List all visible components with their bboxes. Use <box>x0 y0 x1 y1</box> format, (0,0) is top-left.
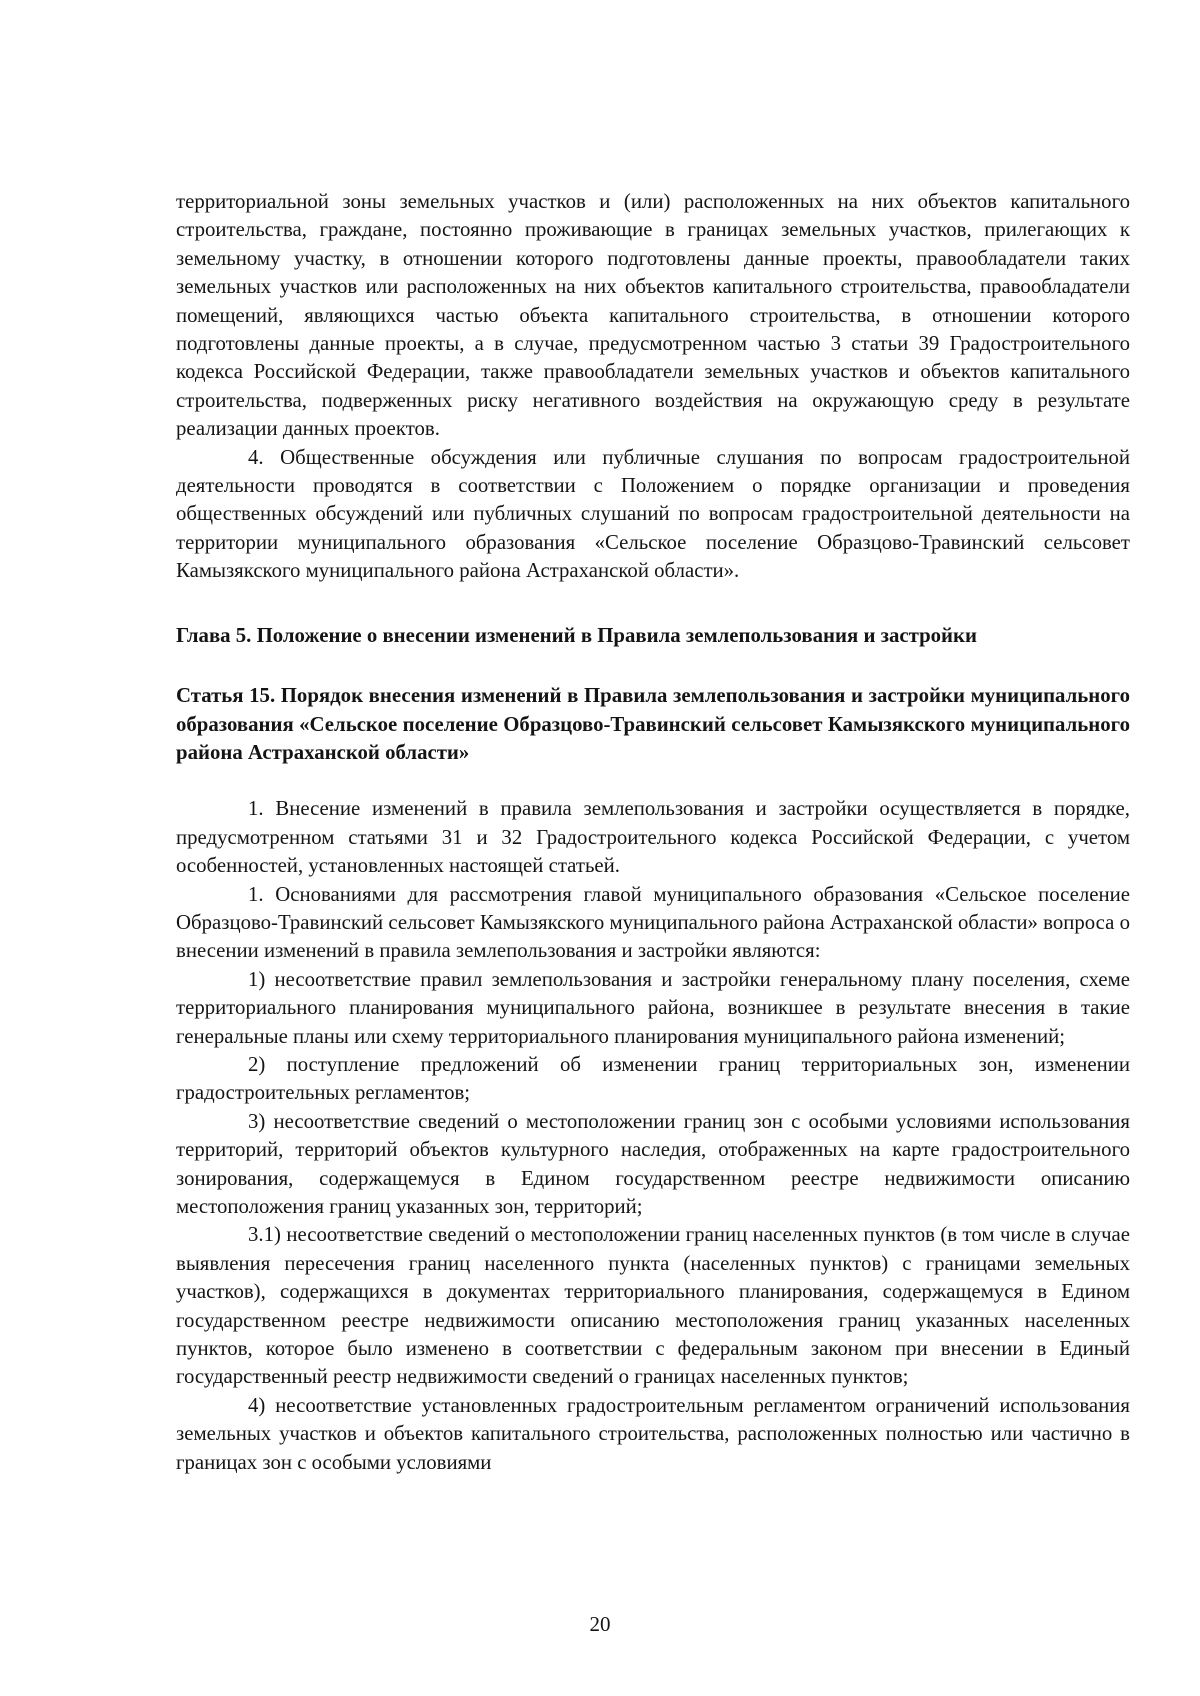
article-paragraph: 1. Основаниями для рассмотрения главой муниципального образования «Сельское поселение Образцово-Травинский сельсовет Камызякского муниципального района Астраханской области» вопроса о внесении изменений в правила землепользования и застройки являются: <box>176 882 1130 963</box>
list-item: 4) несоответствие установленных градостроительным регламентом ограничений использования земельных участков и объектов капитального строительства, расположенных полностью или частично в границах зон с особыми условиями <box>176 1393 1130 1474</box>
article-heading: Статья 15. Порядок внесения изменений в Правила землепользования и застройки муниципального образования «Сельское поселение Образцово-Травинский сельсовет Камызякского муниципального района Астраханской области» <box>176 684 1130 764</box>
page-body <box>176 188 1130 1477</box>
paragraph-public-hearings: 4. Общественные обсуждения или публичные слушания по вопросам градостроительной деятельности проводятся в соответствии с Положением о порядке организации и проведения общественных обсуждений или публичных слушаний по вопросам градостроительной деятельности на территории муниципального образования «Сельское поселение Образцово-Травинский сельсовет Камызякского муниципального района Астраханской области». <box>176 445 1130 583</box>
list-item: 2) поступление предложений об изменении границ территориальных зон, изменении градостроительных регламентов; <box>176 1052 1130 1105</box>
list-item: 3.1) несоответствие сведений о местоположении границ населенных пунктов (в том числе в случае выявления пересечения границ населенного пункта (населенных пунктов) с границами земельных участков), содержащихся в документах территориального планирования, содержащемуся в Едином государственном реестре недвижимости описанию местоположения границ указанных населенных пунктов, которое было изменено в соответствии с федеральным законом при внесении в Единый государственный реестр недвижимости сведений о границах населенных пунктов; <box>176 1223 1130 1389</box>
list-item: 1) несоответствие правил землепользования и застройки генеральному плану поселения, схеме территориального планирования муниципального района, возникшее в результате внесения в такие генеральные планы или схему территориального планирования муниципального района изменений; <box>176 967 1130 1048</box>
list-item: 3) несоответствие сведений о местоположении границ зон с особыми условиями использования территорий, территорий объектов культурного наследия, отображенных на карте градостроительного зонирования, содержащемуся в Едином государственном реестре недвижимости описанию местоположения границ указанных зон, территорий; <box>176 1109 1130 1218</box>
page-number: 20 <box>589 1612 611 1636</box>
chapter-heading: Глава 5. Положение о внесении изменений в Правила землепользования и застройки <box>176 623 978 647</box>
article-paragraph: 1. Внесение изменений в правила землепользования и застройки осуществляется в порядке, предусмотренном статьями 31 и 32 Градостроительного кодекса Российской Федерации, с учетом особенностей, установленных настоящей статьей. <box>176 797 1130 878</box>
paragraph-continuation: территориальной зоны земельных участков и (или) расположенных на них объектов капитального строительства, граждане, постоянно проживающие в границах земельных участков, прилегающих к земельному участку, в отношении которого подготовлены данные проекты, правообладатели таких земельных участков или расположенных на них объектов капитального строительства, правообладатели помещений, являющихся частью объекта капитального строительства, в отношении которого подготовлены данные проекты, а в случае, предусмотренном частью 3 статьи 39 Градостроительного кодекса Российской Федерации, также правообладатели земельных участков и объектов капитального строительства, подверженных риску негативного воздействия на окружающую среду в результате реализации данных проектов. <box>176 190 1130 441</box>
